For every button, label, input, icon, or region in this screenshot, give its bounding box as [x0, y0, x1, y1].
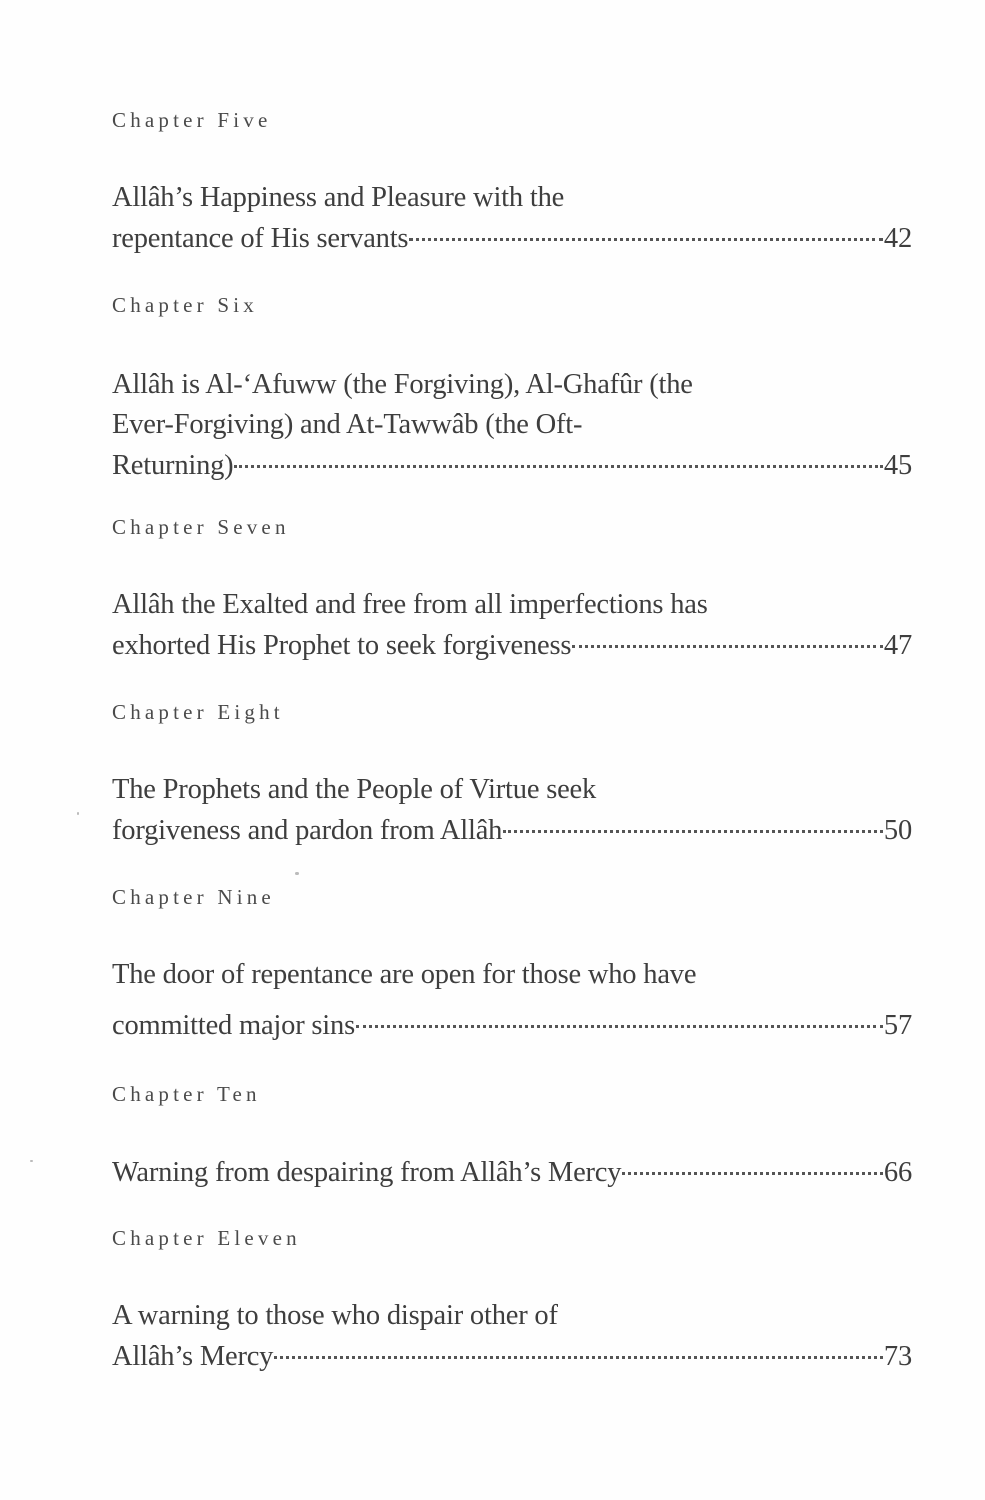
chapter-label: Chapter Eleven: [112, 1226, 301, 1250]
toc-link-chapter-nine[interactable]: [112, 1005, 912, 1046]
chapter-title-line: Allâh’s Happiness and Pleasure with the: [112, 182, 565, 213]
toc-link-chapter-five[interactable]: [112, 218, 912, 259]
chapter-title-last-line: Allâh’s Mercy: [112, 1340, 274, 1372]
dot-leader: [572, 625, 883, 654]
page-number: 66: [883, 1156, 912, 1188]
chapter-title-line: The door of repentance are open for those who have: [112, 959, 697, 990]
chapter-title-line: Ever-Forgiving) and At-Tawwâb (the Oft-: [112, 409, 583, 440]
toc-link-chapter-eight[interactable]: [112, 810, 912, 851]
chapter-title-line: Allâh the Exalted and free from all imperfections has: [112, 589, 708, 620]
dot-leader: [356, 1005, 883, 1034]
toc-link-chapter-eleven[interactable]: [112, 1336, 912, 1377]
page-number: 57: [883, 1009, 912, 1041]
toc-entry-chapter-five: [112, 108, 912, 259]
chapter-title: [112, 1296, 912, 1377]
chapter-label: Chapter Eight: [112, 700, 284, 724]
toc-entry-chapter-ten: [112, 1082, 912, 1193]
chapter-title: [112, 1152, 912, 1193]
page-number: 42: [883, 222, 912, 254]
chapter-title-last-line: committed major sins: [112, 1009, 355, 1041]
scan-speck: [77, 812, 79, 815]
chapter-title-line: Allâh is Al-‘Afuww (the Forgiving), Al-Ghafûr (the: [112, 369, 693, 400]
chapter-label: Chapter Ten: [112, 1082, 261, 1106]
chapter-title-line: The Prophets and the People of Virtue seek: [112, 774, 597, 805]
chapter-title-last-line: Warning from despairing from Allâh’s Mercy: [112, 1156, 622, 1188]
dot-leader: [234, 445, 882, 474]
toc-entry-chapter-six: [112, 293, 912, 486]
scan-speck: [30, 1160, 33, 1162]
toc-entry-chapter-eleven: [112, 1226, 912, 1377]
chapter-title-last-line: repentance of His servants: [112, 222, 409, 254]
chapter-label: Chapter Seven: [112, 515, 290, 539]
toc-entry-chapter-seven: [112, 515, 912, 666]
toc-link-chapter-six[interactable]: [112, 445, 912, 486]
chapter-title: [112, 770, 912, 851]
dot-leader: [274, 1336, 883, 1365]
chapter-label: Chapter Five: [112, 108, 272, 132]
toc-entry-chapter-nine: [112, 885, 912, 1046]
toc-link-chapter-ten[interactable]: [112, 1152, 912, 1193]
chapter-title-last-line: forgiveness and pardon from Allâh: [112, 814, 503, 846]
chapter-title: [112, 365, 912, 486]
chapter-title-last-line: Returning): [112, 449, 234, 481]
chapter-label: Chapter Nine: [112, 885, 275, 909]
chapter-title: [112, 585, 912, 666]
chapter-title-line: A warning to those who dispair other of: [112, 1300, 558, 1331]
dot-leader: [622, 1152, 883, 1181]
dot-leader: [409, 218, 883, 247]
page-number: 45: [883, 449, 912, 481]
chapter-title-last-line: exhorted His Prophet to seek forgiveness: [112, 629, 572, 661]
chapter-label: Chapter Six: [112, 293, 258, 317]
page-number: 50: [883, 814, 912, 846]
dot-leader: [503, 810, 883, 839]
page-number: 73: [883, 1340, 912, 1372]
toc-entry-chapter-eight: [112, 700, 912, 851]
page-number: 47: [883, 629, 912, 661]
toc-link-chapter-seven[interactable]: [112, 625, 912, 666]
chapter-title: [112, 178, 912, 259]
scan-speck: [295, 872, 299, 875]
chapter-title: [112, 955, 912, 1046]
